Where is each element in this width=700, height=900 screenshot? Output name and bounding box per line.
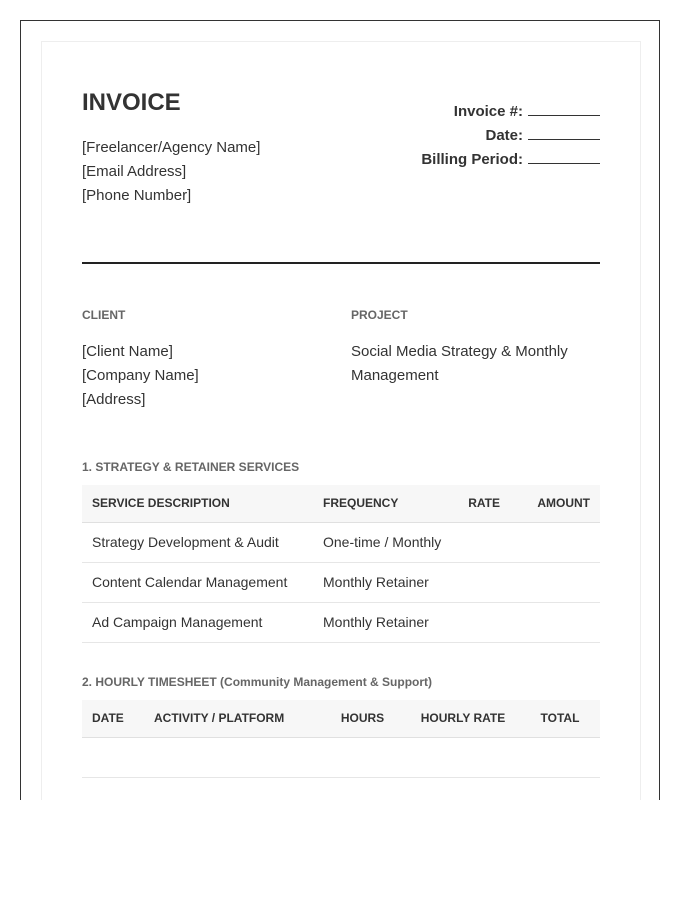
invoice-page xyxy=(41,41,641,800)
column-header-hourly-rate: HOURLY RATE xyxy=(406,700,520,737)
timesheet-total xyxy=(520,777,600,800)
table-header-row xyxy=(82,700,600,737)
column-header-rate: RATE xyxy=(458,485,510,522)
column-header-date: DATE xyxy=(82,700,144,737)
client-address: [Address] xyxy=(82,391,146,408)
service-amount xyxy=(510,602,600,642)
service-frequency: One-time / Monthly xyxy=(313,522,458,562)
service-amount xyxy=(510,562,600,602)
billing-period-row xyxy=(421,148,600,172)
service-rate xyxy=(458,562,510,602)
column-header-activity: ACTIVITY / PLATFORM xyxy=(144,700,319,737)
timesheet-section-title: 2. HOURLY TIMESHEET (Community Management & Support) xyxy=(82,675,433,689)
invoice-number-blank xyxy=(528,100,600,116)
table-row xyxy=(82,522,600,562)
invoice-date-label: Date: xyxy=(485,127,523,144)
column-header-amount: AMOUNT xyxy=(510,485,600,522)
sender-info xyxy=(82,136,260,208)
hourly-timesheet-table xyxy=(82,700,600,800)
service-rate xyxy=(458,602,510,642)
service-amount xyxy=(510,522,600,562)
service-frequency: Monthly Retainer xyxy=(313,602,458,642)
sender-name: [Freelancer/Agency Name] xyxy=(82,139,261,156)
timesheet-activity xyxy=(144,737,319,777)
table-row xyxy=(82,602,600,642)
service-description: Content Calendar Management xyxy=(82,562,313,602)
timesheet-date xyxy=(82,777,144,800)
strategy-services-table xyxy=(82,485,600,643)
timesheet-date xyxy=(82,737,144,777)
table-row xyxy=(82,562,600,602)
sender-email: [Email Address] xyxy=(82,163,187,180)
timesheet-activity xyxy=(144,777,319,800)
header-divider xyxy=(82,262,600,264)
invoice-number-row xyxy=(421,100,600,124)
service-frequency: Monthly Retainer xyxy=(313,562,458,602)
table-row xyxy=(82,777,600,800)
client-company: [Company Name] xyxy=(82,367,199,384)
column-header-hours: HOURS xyxy=(319,700,406,737)
sender-phone: [Phone Number] xyxy=(82,187,192,204)
column-header-frequency: FREQUENCY xyxy=(313,485,458,522)
invoice-meta xyxy=(421,100,600,172)
invoice-date-blank xyxy=(528,124,600,140)
timesheet-hours xyxy=(319,737,406,777)
invoice-number-label: Invoice #: xyxy=(453,103,523,120)
timesheet-total xyxy=(520,737,600,777)
project-description: Social Media Strategy & Monthly Management xyxy=(351,343,568,384)
service-rate xyxy=(458,522,510,562)
document-frame xyxy=(20,20,660,800)
invoice-date-row xyxy=(421,124,600,148)
client-info xyxy=(82,340,199,412)
strategy-section-title: 1. STRATEGY & RETAINER SERVICES xyxy=(82,460,300,474)
column-header-total: TOTAL xyxy=(520,700,600,737)
client-name: [Client Name] xyxy=(82,343,173,360)
project-label: PROJECT xyxy=(351,308,408,322)
billing-period-blank xyxy=(528,148,600,164)
service-description: Ad Campaign Management xyxy=(82,602,313,642)
timesheet-rate xyxy=(406,737,520,777)
timesheet-hours xyxy=(319,777,406,800)
table-row xyxy=(82,737,600,777)
service-description: Strategy Development & Audit xyxy=(82,522,313,562)
table-header-row xyxy=(82,485,600,522)
client-label: CLIENT xyxy=(82,308,126,322)
billing-period-label: Billing Period: xyxy=(421,151,523,168)
invoice-title: INVOICE xyxy=(82,89,181,116)
column-header-service: SERVICE DESCRIPTION xyxy=(82,485,313,522)
timesheet-rate xyxy=(406,777,520,800)
